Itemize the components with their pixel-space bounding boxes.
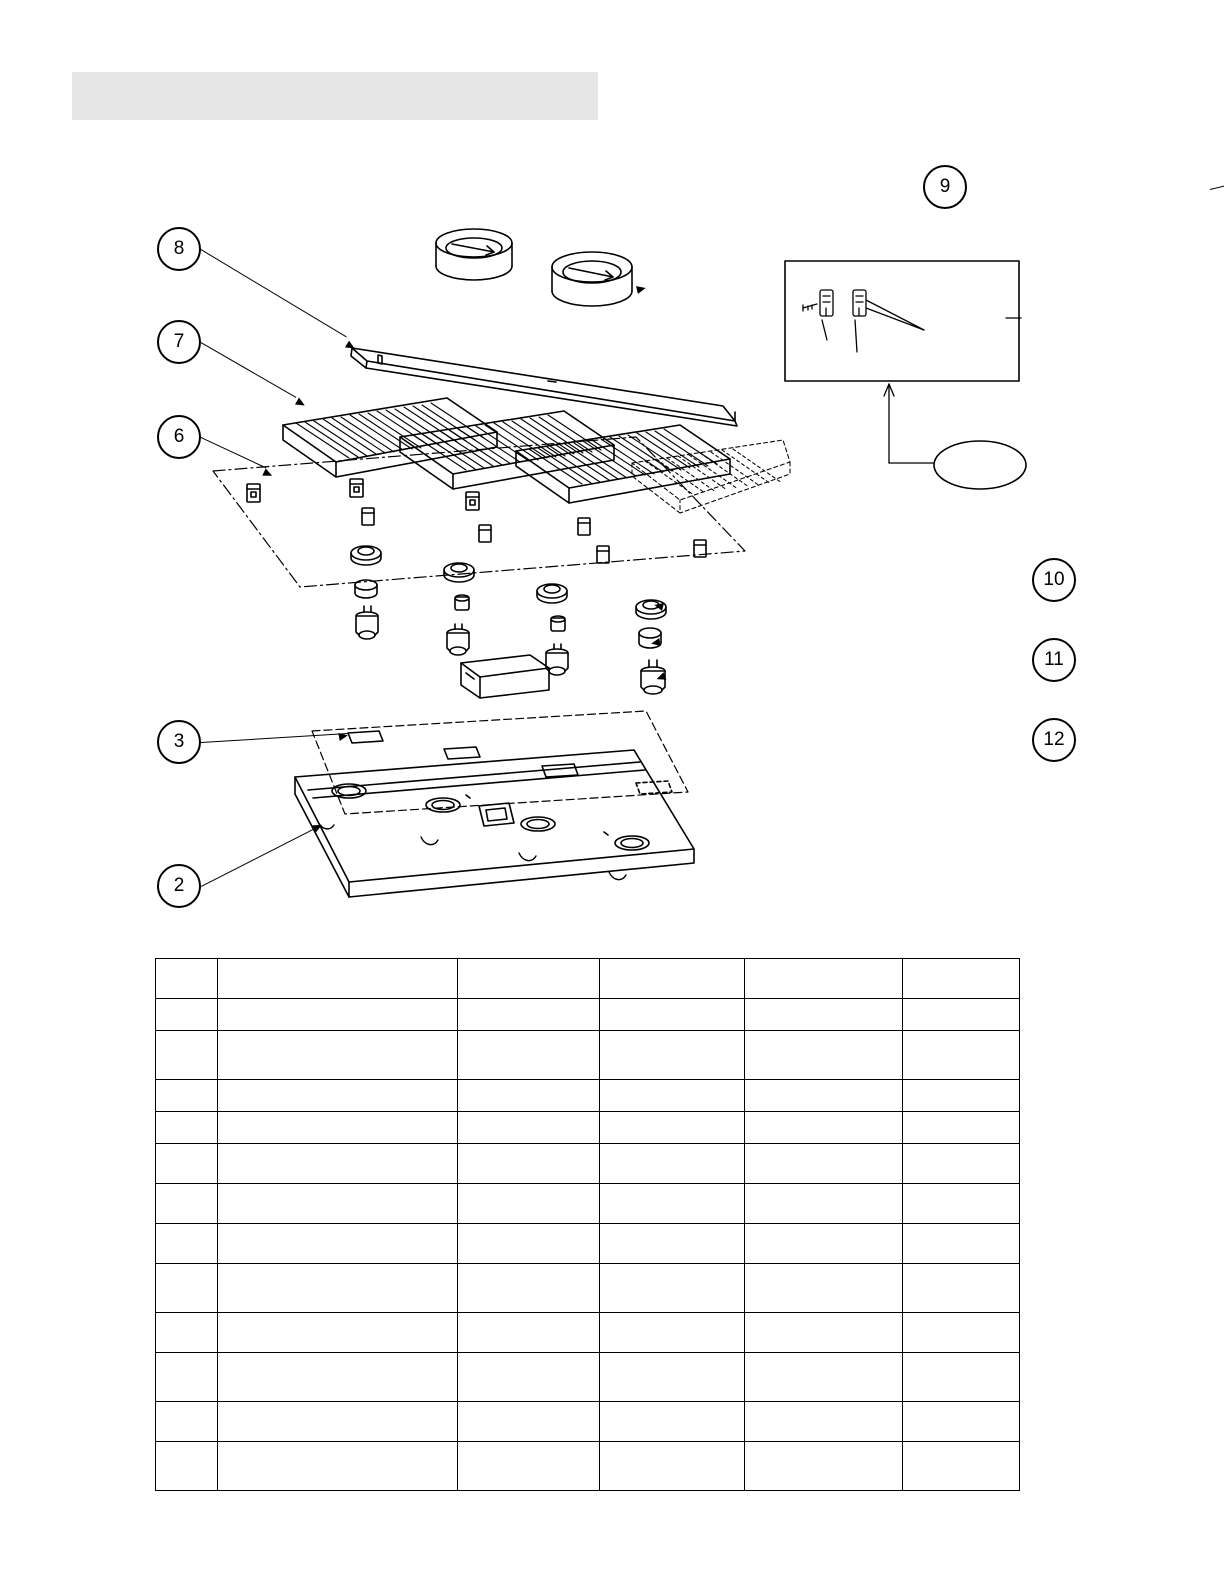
- bracket-slot-1: [348, 731, 383, 743]
- bracket-slot-2: [444, 747, 480, 759]
- lamp-socket-group-e: [479, 525, 491, 542]
- hood-canopy-body: [295, 750, 694, 897]
- callout-12-label: 12: [1043, 729, 1065, 750]
- callout-8[interactable]: [157, 227, 201, 271]
- callout-10[interactable]: [1032, 558, 1076, 602]
- callout-10-label: 10: [1043, 569, 1065, 590]
- callout-9-label: 9: [939, 176, 951, 197]
- hardware-leader-line: [866, 300, 924, 330]
- lamp-collar-b: [455, 595, 469, 610]
- callout-8-label: 8: [173, 238, 185, 259]
- callout-12[interactable]: [1032, 718, 1076, 762]
- lamp-socket-group-b: [350, 479, 363, 497]
- lamp-socket-group-f: [578, 518, 590, 535]
- callout-6-label: 6: [173, 426, 185, 447]
- callout-3-label: 3: [173, 731, 185, 752]
- grease-filter-1: [283, 398, 497, 477]
- callout-9[interactable]: [923, 165, 967, 209]
- control-module: [461, 655, 549, 698]
- duct-collar-lower: [552, 252, 632, 306]
- callout-7[interactable]: [157, 320, 201, 364]
- hardware-screw-a: [803, 304, 817, 311]
- halogen-bulb-b: [447, 624, 469, 655]
- hardware-bag-oval: [934, 441, 1026, 489]
- duct-collar-upper: [436, 229, 512, 280]
- halogen-bulb-a: [356, 606, 378, 639]
- callout-2-label: 2: [173, 875, 185, 896]
- grease-filter-ghost: [632, 440, 790, 513]
- lamp-collar-c: [551, 616, 565, 631]
- trim-ring-c: [537, 584, 567, 603]
- callout-7-label: 7: [173, 331, 185, 352]
- lamp-socket-group-a: [247, 484, 260, 502]
- callout-11-label: 11: [1044, 649, 1064, 670]
- callout-6[interactable]: [157, 415, 201, 459]
- trim-ring-b: [444, 563, 474, 582]
- callout-3[interactable]: [157, 720, 201, 764]
- trim-ring-a: [351, 546, 381, 565]
- leader-arrow-3: [338, 731, 348, 740]
- leader-arrow-11: [650, 638, 660, 647]
- lamp-socket-group-d: [362, 508, 374, 525]
- callout-2[interactable]: [157, 864, 201, 908]
- callout-11[interactable]: [1032, 638, 1076, 682]
- lamp-socket-group-c: [466, 492, 479, 510]
- hardware-bag-leader: [884, 384, 934, 463]
- hardware-anchor-a: [820, 290, 833, 340]
- lamp-socket-group-g: [597, 546, 609, 563]
- hardware-anchor-b: [853, 290, 866, 352]
